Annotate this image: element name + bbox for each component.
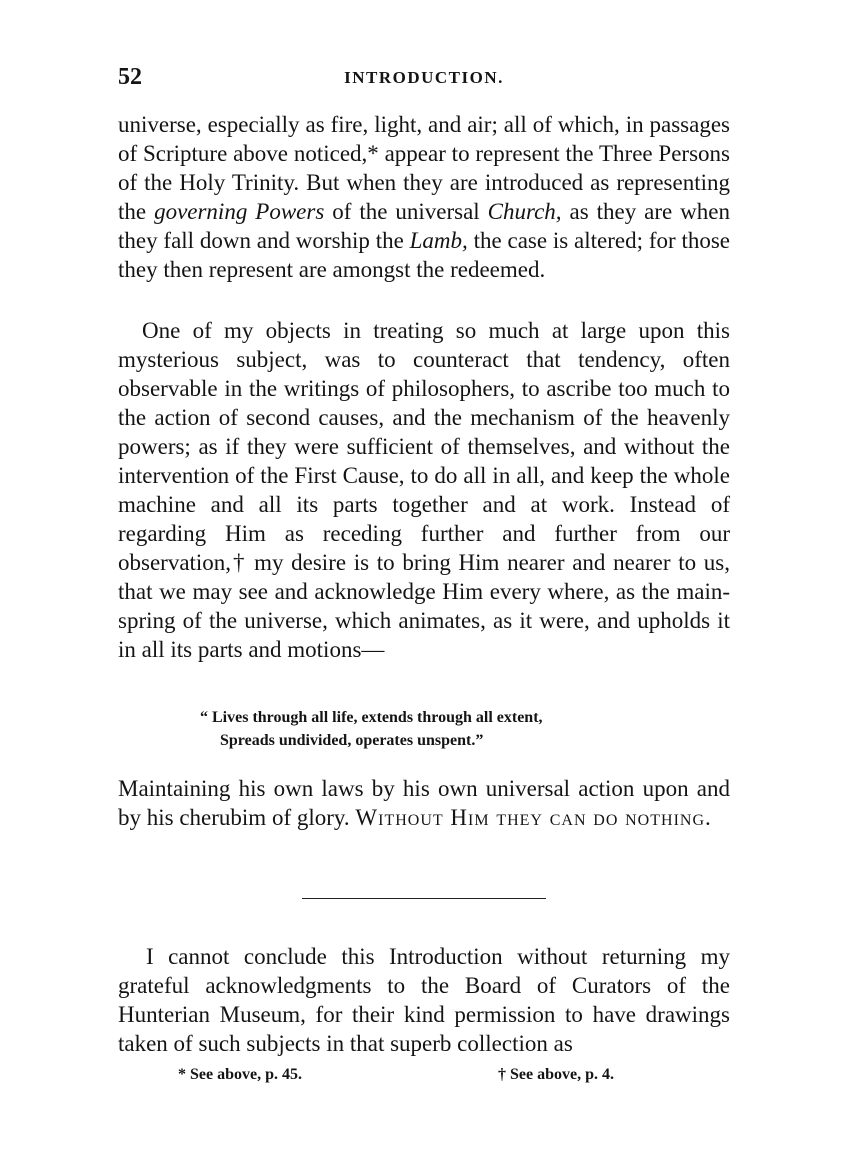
paragraph-1-text-a: universe, especially as fire, light, and air; all of which, in passages of Scripture above noticed,* appear to represent the Three Persons of the Holy Trinity. But when they are introduced as representing the <box>118 112 730 224</box>
paragraph-3 <box>118 774 730 832</box>
page-header <box>118 64 730 94</box>
paragraph-1-text-b: of the universal <box>324 199 488 224</box>
italic-governing-powers: governing Powers <box>154 199 325 224</box>
paragraph-3-text: Maintaining his own laws by his own universal action upon and by his cherubim of glory. <box>118 776 730 830</box>
italic-lamb: Lamb, <box>409 228 468 253</box>
verse-line-1: “ Lives through all life, extends through all extent, <box>200 709 543 726</box>
section-separator-rule <box>302 898 546 899</box>
running-head: INTRODUCTION. <box>344 68 504 87</box>
paragraph-1-text-c: as they are when they fall down and worship the <box>118 199 730 253</box>
verse-line-2: Spreads undivided, operates unspent.” <box>220 732 484 749</box>
footnote-1: * See above, p. 45. <box>178 1066 302 1083</box>
paragraph-2: One of my objects in treating so much at large upon this mysterious subject, was to counteract that tendency, often observable in the writings of philosophers, to ascribe too much to the action of second causes, and the mechanism of the heavenly powers; as if they were sufficient of themselves, and without the intervention of the First Cause, to do all in all, and keep the whole machine and all its parts together and at work. Instead of regarding Him as receding further and further from our observation,† my desire is to bring Him nearer and nearer to us, that we may see and acknowledge Him every where, as the main-spring of the universe, which animates, as it were, and upholds it in all its parts and motions— <box>118 318 730 662</box>
page-number: 52 <box>118 64 142 90</box>
italic-church: Church, <box>487 199 562 224</box>
paragraph-1-text-d: the case is altered; for those they then represent are amongst the redeemed. <box>118 228 730 282</box>
footnotes <box>178 1066 698 1090</box>
paragraph-1 <box>118 110 730 284</box>
small-caps-emphasis: Without Him they can do nothing. <box>355 805 712 830</box>
paragraph-4: I cannot conclude this Introduction without returning my grateful acknowledgments to the Board of Curators of the Hunterian Museum, for their kind permission to have drawings taken of such subjects in that superb collection as <box>118 944 730 1056</box>
verse-quote <box>200 706 700 752</box>
footnote-2: † See above, p. 4. <box>498 1066 614 1083</box>
